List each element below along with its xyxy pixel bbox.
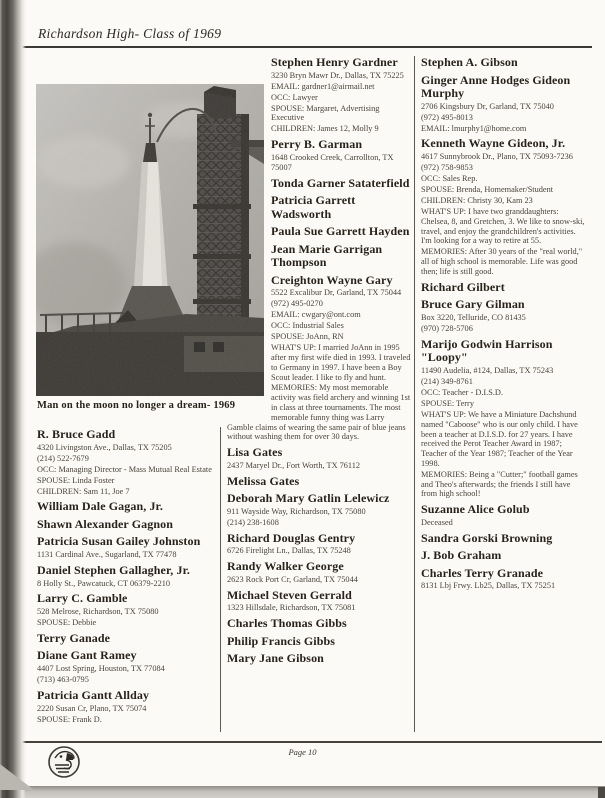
- directory-entry: [421, 298, 587, 333]
- entry-detail: SPOUSE: JoAnn, RN: [271, 332, 344, 342]
- directory-entry: [227, 617, 411, 631]
- directory-entry: [37, 632, 230, 646]
- directory-entry: [227, 635, 411, 649]
- entry-details: [227, 603, 411, 613]
- directory-entry: [227, 560, 411, 584]
- footer-rule: [20, 741, 602, 743]
- entry-detail: 5522 Excalibur Dr, Garland, TX 75044: [271, 288, 402, 298]
- entry-detail: OCC: Industrial Sales: [271, 321, 344, 331]
- entry-detail: 2220 Susan Cr, Plano, TX 75074: [37, 703, 147, 713]
- entry-name: Sandra Gorski Browning: [421, 530, 553, 545]
- directory-entry: [227, 589, 411, 613]
- entry-detail: 1131 Cardinal Ave., Sugarland, TX 77478: [37, 550, 177, 560]
- entry-detail: OCC: Teacher - D.I.S.D.: [421, 387, 503, 397]
- entry-detail: 8 Holly St., Pawcatuck, CT 06379-2210: [37, 578, 171, 588]
- directory-entry: [227, 475, 411, 489]
- directory-entry: [421, 56, 587, 70]
- entry-name: Charles Terry Granade: [421, 565, 544, 580]
- directory-entry: [37, 564, 230, 588]
- entry-detail: 911 Wayside Way, Richardson, TX 75080: [227, 506, 366, 516]
- eagle-logo-icon: [46, 744, 82, 780]
- page-number: Page 10: [288, 747, 317, 757]
- entry-detail: 4617 Sunnybrook Dr., Plano, TX 75093-7236: [421, 152, 573, 162]
- directory-entry: [421, 532, 587, 546]
- directory-entry: [37, 428, 230, 496]
- entry-name: Stephen A. Gibson: [421, 55, 518, 69]
- entry-name: Richard Douglas Gentry: [227, 530, 356, 545]
- directory-entry: [421, 137, 587, 276]
- entry-name: Shawn Alexander Gagnon: [37, 516, 174, 531]
- scan-edge-bottom: [0, 786, 605, 798]
- column-divider-right: [414, 56, 415, 732]
- entry-details: [227, 575, 411, 585]
- entry-details: [37, 704, 230, 725]
- entry-name: Perry B. Garman: [271, 137, 363, 152]
- entry-detail: (972) 495-0270: [271, 299, 323, 309]
- entry-details: [421, 102, 587, 134]
- entry-details: [37, 443, 230, 497]
- entry-details: [37, 579, 230, 589]
- entry-name: Patricia Gantt Allday: [37, 687, 150, 702]
- directory-entry: [37, 592, 230, 627]
- entry-details: [37, 607, 230, 628]
- entry-details: [227, 546, 411, 556]
- right-column: [421, 56, 587, 595]
- entry-name: Tonda Garner Sataterfield: [271, 175, 410, 190]
- entry-detail: SPOUSE: Debbie: [37, 618, 97, 628]
- entry-name: Jean Marie Garrigan Thompson: [271, 241, 383, 269]
- entry-detail: SPOUSE: Brenda, Homemaker/Student: [421, 185, 554, 195]
- entry-detail: 4320 Livingston Ave., Dallas, TX 75205: [37, 442, 172, 452]
- entry-name: Paula Sue Garrett Hayden: [271, 224, 410, 238]
- entry-detail: (970) 728-5706: [421, 324, 473, 333]
- entry-detail: WHAT'S UP: We have a Miniature Dachshund named "Caboose" who is our only child. I have been a teacher at D.I.S.D. for 27 years. I have received the Perot Teacher Award in 1987; Teacher of the Year 1987; Teacher of the Year 1998.: [421, 409, 578, 468]
- directory-entry: [37, 500, 230, 514]
- entry-name: Creighton Wayne Gary: [271, 272, 393, 287]
- entry-detail: CHILDREN: James 12, Molly 9: [271, 124, 379, 134]
- entry-detail: 6726 Firelight Ln., Dallas, TX 75248: [227, 546, 351, 556]
- entry-detail: MEMORIES: My most memorable activity was field archery and winning 1st in class at three tournaments. The most memorable funny thing was Larry Gamble claims of wearing the same pair of blue jeans without washing them for over 30 days.: [227, 383, 411, 442]
- entry-detail: SPOUSE: Linda Foster: [37, 475, 115, 485]
- entry-detail: 2706 Kingsbury Dr, Garland, TX 75040: [421, 101, 554, 111]
- directory-entry: [37, 649, 230, 684]
- entry-name: William Dale Gagan, Jr.: [37, 499, 163, 514]
- entry-name: Richard Gilbert: [421, 279, 505, 294]
- entry-detail: EMAIL: gardner1@airmail.net: [271, 81, 375, 91]
- entry-name: Lisa Gates: [227, 445, 283, 460]
- directory-entry: [227, 652, 411, 666]
- scan-edge-left: [0, 0, 26, 798]
- entry-detail: CHILDREN: Sam 11, Joe 7: [37, 486, 130, 496]
- directory-entry: [421, 549, 587, 563]
- entry-detail: 1648 Crooked Creek, Carrollton, TX 75007: [271, 152, 394, 172]
- directory-entry: [37, 535, 230, 559]
- entry-detail: 3230 Bryn Mawr Dr., Dallas, TX 75225: [271, 70, 404, 80]
- entry-detail: (972) 495-8013: [421, 112, 473, 122]
- entry-name: Marijo Godwin Harrison "Loopy": [421, 336, 553, 365]
- entry-detail: EMAIL: lmurphy1@home.com: [421, 123, 527, 133]
- middle-column: [227, 56, 411, 670]
- photo-wrap-spacer: [227, 56, 271, 420]
- entry-detail: SPOUSE: Frank D.: [37, 714, 102, 724]
- entry-detail: Deceased: [421, 517, 453, 527]
- directory-entry: [227, 446, 411, 470]
- entry-detail: 2623 Rock Port Cr, Garland, TX 75044: [227, 574, 358, 584]
- entry-detail: OCC: Managing Director - Mass Mutual Real Estate: [37, 464, 212, 474]
- entry-detail: WHAT'S UP: I married JoAnn in 1995 after my first wife died in 1993. I traveled to Germany in 1997. I have been a Boy Scout leader. I like to fly and hunt.: [271, 343, 411, 382]
- entry-name: Mary Jane Gibson: [227, 651, 324, 666]
- entry-name: Larry C. Gamble: [37, 591, 128, 606]
- entry-detail: (214) 349-8761: [421, 376, 473, 386]
- entry-detail: (713) 463-0795: [37, 675, 89, 685]
- entry-detail: (972) 758-9853: [421, 163, 473, 173]
- entry-detail: 4407 Lost Spring, Houston, TX 77084: [37, 664, 165, 674]
- entry-detail: (214) 522-7679: [37, 453, 89, 463]
- directory-entry: [227, 532, 411, 556]
- entry-detail: 528 Melrose, Richardson, TX 75080: [37, 607, 159, 617]
- entry-detail: SPOUSE: Margaret, Advertising Executive: [271, 103, 380, 123]
- photo-caption: Man on the moon no longer a dream- 1969: [37, 400, 236, 411]
- directory-entry: [227, 492, 411, 527]
- directory-entry: [37, 689, 230, 724]
- directory-entry: [421, 338, 587, 499]
- entry-name: Diane Gant Ramey: [37, 648, 137, 663]
- entry-detail: 1323 Hillsdale, Richardson, TX 75081: [227, 603, 356, 613]
- entry-details: [421, 518, 587, 528]
- entry-details: [227, 461, 411, 471]
- entry-details: [37, 664, 230, 685]
- directory-entry: [421, 567, 587, 591]
- entry-name: Philip Francis Gibbs: [227, 633, 336, 648]
- entry-detail: MEMORIES: Being a "Cutter;" football games and Theo's afterwards; the friends I still have from high school!: [421, 469, 578, 499]
- entry-details: [37, 550, 230, 560]
- entry-details: [227, 507, 411, 528]
- entry-detail: WHAT'S UP: I have two granddaughters: Chelsea, 8, and Gretchen, 3. We like to snow-ski, travel, and enjoy the grandchildren's activities. I'm looking for a way to retire at 55.: [421, 207, 585, 246]
- entry-name: Terry Ganade: [37, 630, 111, 645]
- entry-details: [421, 313, 587, 334]
- page-corner-curl: [0, 764, 34, 790]
- entry-detail: MEMORIES: After 30 years of the "real world," all of high school is memorable. Life was good then; life is still good.: [421, 247, 583, 277]
- header-rule: [17, 46, 592, 48]
- entry-name: Charles Thomas Gibbs: [227, 616, 347, 631]
- left-column: [37, 428, 230, 728]
- entry-name: Patricia Susan Gailey Johnston: [37, 534, 201, 549]
- entry-detail: (214) 238-1608: [227, 517, 279, 527]
- entry-details: [421, 152, 587, 277]
- scan-corner-mark: [598, 787, 605, 798]
- entry-name: Stephen Henry Gardner: [271, 55, 398, 69]
- entry-detail: CHILDREN: Christy 30, Kam 23: [421, 196, 533, 206]
- page-header-title: Richardson High- Class of 1969: [38, 26, 222, 41]
- entry-detail: 11490 Audelia, #124, Dallas, TX 75243: [421, 365, 554, 375]
- entry-name: Deborah Mary Gatlin Lelewicz: [227, 491, 390, 506]
- entry-detail: 2437 Maryel Dr., Fort Worth, TX 76112: [227, 460, 361, 470]
- entry-name: Suzanne Alice Golub: [421, 502, 530, 517]
- directory-entry: [421, 281, 587, 295]
- entry-name: Kenneth Wayne Gideon, Jr.: [421, 136, 566, 151]
- directory-entry: [421, 74, 587, 134]
- entry-name: R. Bruce Gadd: [37, 427, 116, 441]
- entry-detail: Box 3220, Telluride, CO 81435: [421, 313, 526, 323]
- directory-entry: [37, 518, 230, 532]
- entry-name: Michael Steven Gerrald: [227, 587, 352, 602]
- directory-entry: [421, 503, 587, 527]
- entry-detail: OCC: Sales Rep.: [421, 174, 478, 184]
- entry-name: Ginger Anne Hodges Gideon Murphy: [421, 72, 571, 100]
- entry-name: Bruce Gary Gilman: [421, 297, 525, 312]
- entry-detail: OCC: Lawyer: [271, 92, 318, 102]
- entry-details: [421, 581, 587, 591]
- entry-details: [421, 366, 587, 499]
- entry-name: Melissa Gates: [227, 473, 300, 488]
- entry-name: Daniel Stephen Gallagher, Jr.: [37, 562, 191, 577]
- entry-name: J. Bob Graham: [421, 548, 502, 563]
- entry-name: Patricia Garrett Wadsworth: [271, 193, 356, 221]
- entry-detail: 8131 Lbj Frwy. Lb25, Dallas, TX 75251: [421, 581, 556, 591]
- entry-detail: EMAIL: cwgary@ont.com: [271, 310, 361, 320]
- entry-detail: SPOUSE: Terry: [421, 398, 474, 408]
- entry-name: Randy Walker George: [227, 559, 344, 574]
